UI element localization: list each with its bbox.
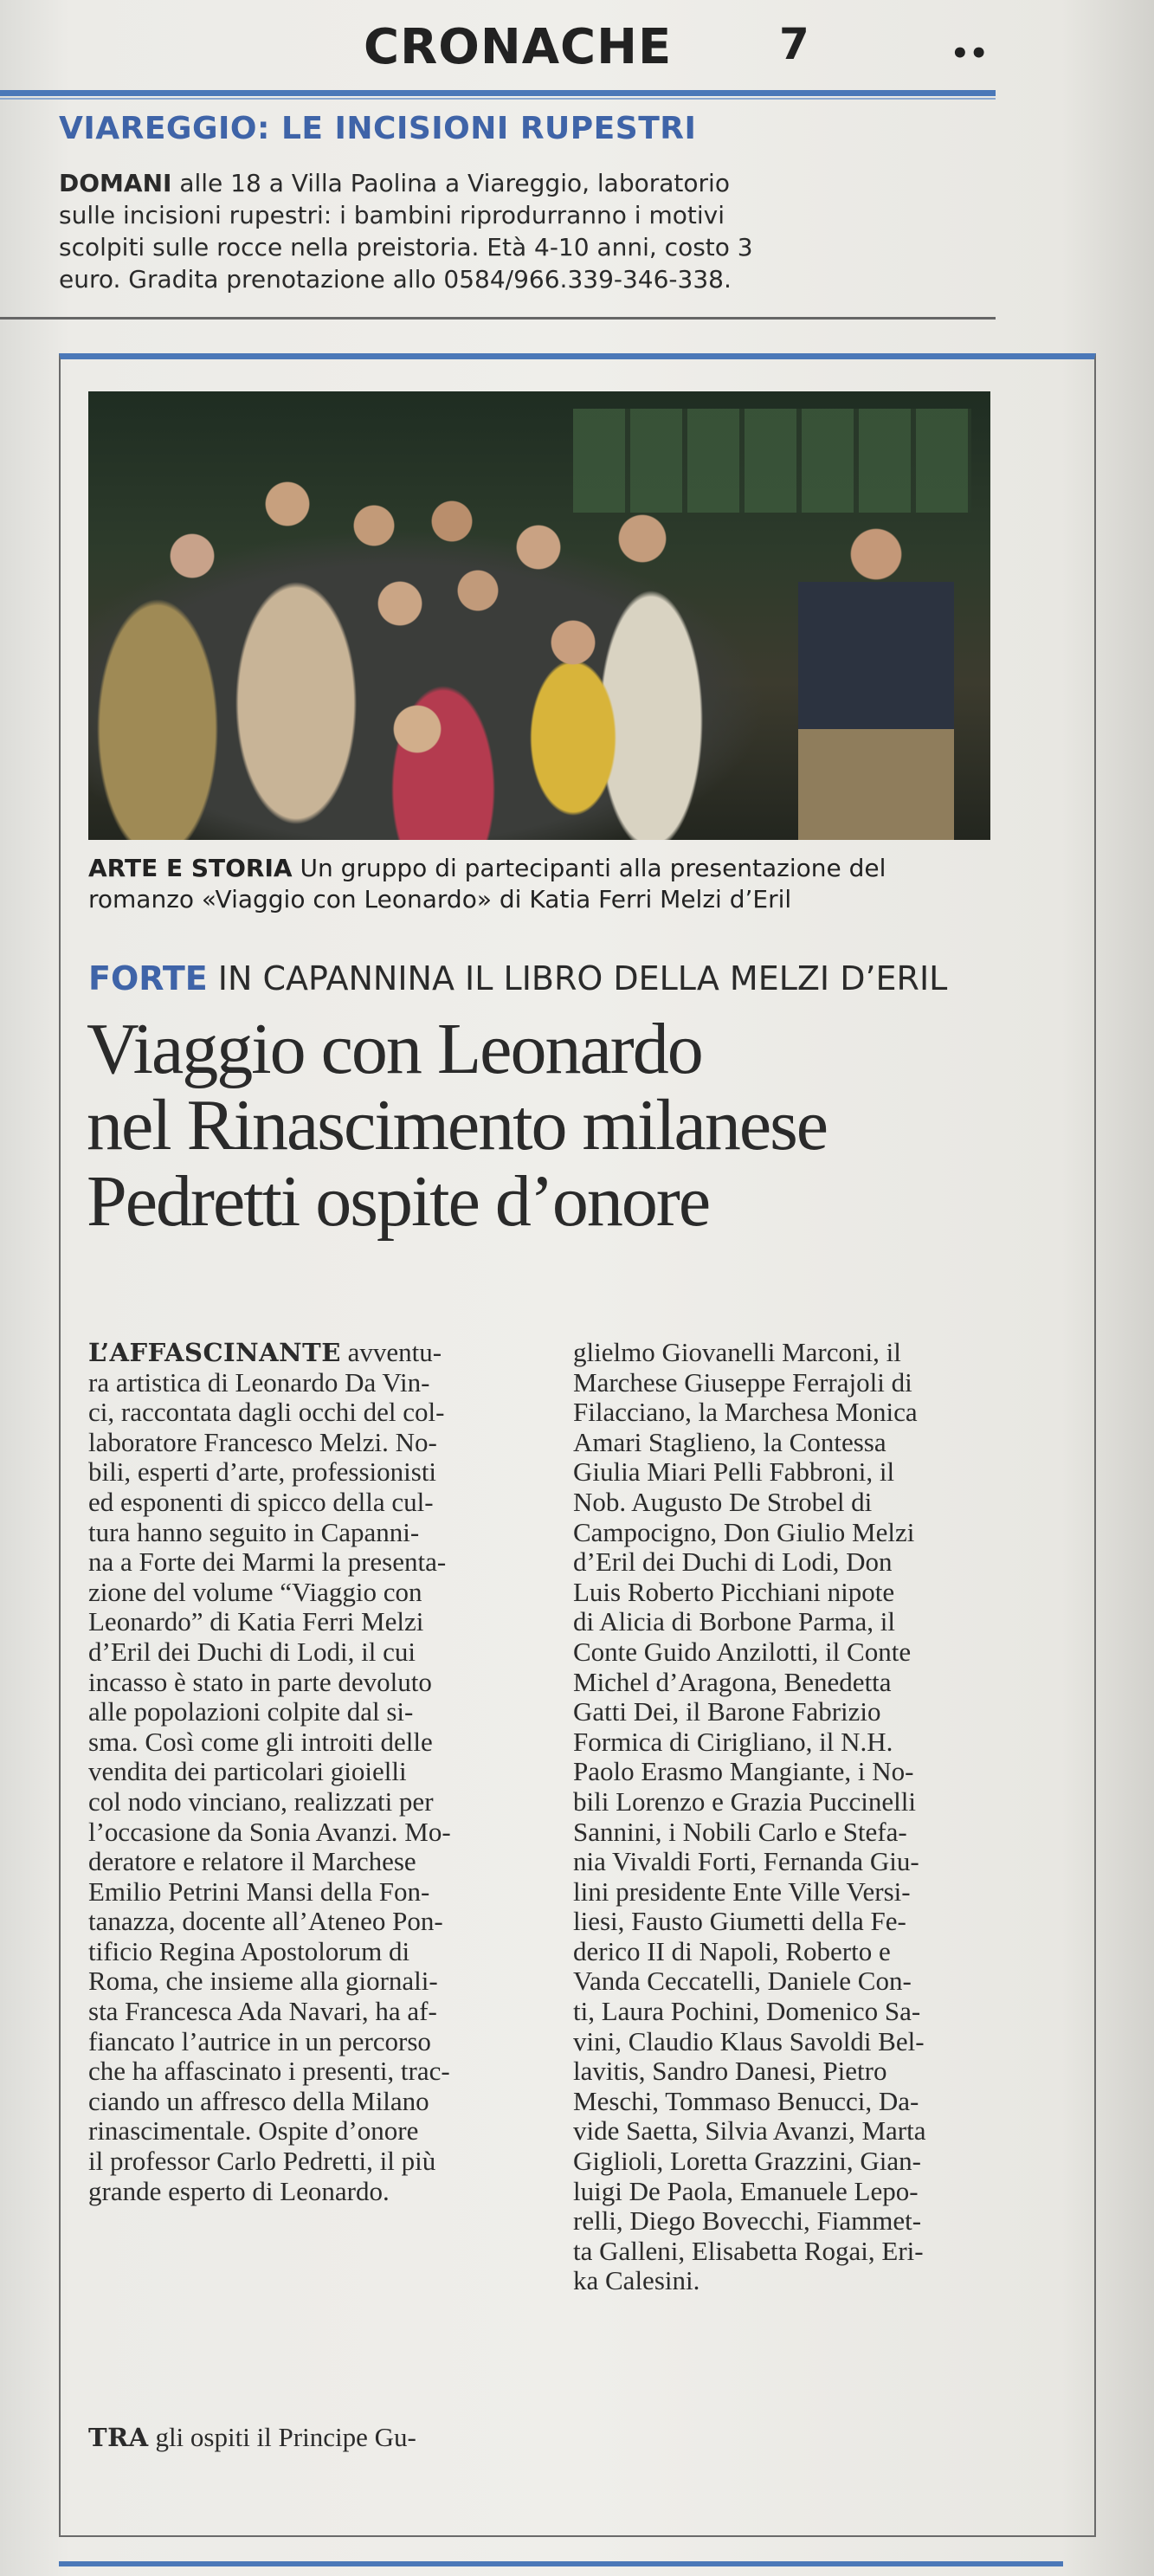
header-rule-thin bbox=[0, 98, 996, 100]
article-column-1-second-paragraph bbox=[88, 2423, 538, 2453]
brief-text: alle 18 a Villa Paolina a Viareggio, laboratorio sulle incisioni rupestri: i bambini riprodurranno i motivi scolpiti sulle rocce nella preistoria. Età 4-10 anni, costo 3 euro. Gradita prenotazione allo 0584/966.339-346-338. bbox=[59, 169, 753, 294]
brief-headline: VIAREGGIO: LE INCISIONI RUPESTRI bbox=[59, 111, 697, 146]
section-title: CRONACHE bbox=[364, 19, 673, 75]
caption-text: Un gruppo di partecipanti alla presentazione del romanzo «Viaggio con Leonardo» di Katia Ferri Melzi d’Eril bbox=[88, 854, 886, 914]
article-kicker bbox=[88, 959, 947, 997]
article-column-1 bbox=[88, 1338, 538, 2206]
column-1-lead: L’AFFASCINANTE bbox=[88, 1338, 341, 1367]
headline-line-2: nel Rinascimento milanese bbox=[87, 1085, 828, 1165]
article-headline bbox=[87, 1011, 1056, 1240]
brief-lead-word: DOMANI bbox=[59, 169, 172, 197]
headline-line-3: Pedretti ospite d’onore bbox=[87, 1161, 710, 1242]
header-rule bbox=[0, 90, 996, 96]
headline-line-1: Viaggio con Leonardo bbox=[87, 1009, 702, 1089]
header-marker: •• bbox=[951, 36, 989, 71]
brief-body bbox=[59, 167, 925, 295]
photo-standing-man bbox=[798, 521, 954, 840]
page-number: 7 bbox=[779, 19, 809, 69]
bottom-rule bbox=[59, 2561, 1063, 2566]
photo-group-of-people bbox=[88, 443, 764, 840]
caption-label: ARTE E STORIA bbox=[88, 854, 293, 882]
kicker-place: FORTE bbox=[88, 959, 208, 997]
column-1-second-text: gli ospiti il Principe Gu- bbox=[148, 2422, 416, 2452]
group-photo bbox=[88, 391, 990, 840]
column-1-text: avventu- ra artistica di Leonardo Da Vin- ci, raccontata dagli occhi del col- laboratore Francesco Melzi. No- bili, esperti d’arte, professionisti ed esponenti di spicco della cul- tura hanno seguito in Capanni- na a Forte dei Marmi la presenta- zione del volume “Viaggio con Leonardo” di Katia Ferri Melzi d’Eril dei Duchi di Lodi, il cui incasso è stato in parte devoluto alle popolazioni colpite dal si- sma. Così come gli introiti delle vendita dei particolari gioielli col nodo vinciano, realizzati per l’occasione da Sonia Avanzi. Mo- deratore e relatore il Marchese Emilio Petrini Mansi della Fon- tanazza, docente all’Ateneo Pon- tificio Regina Apostolorum di Roma, che insieme alla giornali- sta Francesca Ada Navari, ha af- fiancato l’autrice in un percorso che ha affascinato i presenti, trac- ciando un affresco della Milano rinascimentale. Ospite d’onore il professor Carlo Pedretti, il più grande esperto di Leonardo. bbox=[88, 1337, 451, 2206]
brief-divider bbox=[0, 317, 996, 320]
photo-caption bbox=[88, 853, 989, 915]
column-1-second-lead: TRA bbox=[88, 2423, 149, 2452]
kicker-text: IN CAPANNINA IL LIBRO DELLA MELZI D’ERIL bbox=[207, 959, 948, 997]
article-column-2: glielmo Giovanelli Marconi, il Marchese Giuseppe Ferrajoli di Filacciano, la Marchesa Monica Amari Staglieno, la Contessa Giulia Miari Pelli Fabbroni, il Nob. Augusto De Strobel di Campocigno, Don Giulio Melzi d’Eril dei Duchi di Lodi, Don Luis Roberto Picchiani nipote di Alicia di Borbone Parma, il Conte Guido Anzilotti, il Conte Michel d’Aragona, Benedetta Gatti Dei, il Barone Fabrizio Formica di Cirigliano, il N.H. Paolo Erasmo Mangiante, i No- bili Lorenzo e Grazia Puccinelli Sannini, i Nobili Carlo e Stefa- nia Vivaldi Forti, Fernanda Giu- lini presidente Ente Ville Versi- liesi, Fausto Giumetti della Fe- derico II di Napoli, Roberto e Vanda Ceccatelli, Daniele Con- ti, Laura Pochini, Domenico Sa- vini, Claudio Klaus Savoldi Bel- lavitis, Sandro Danesi, Pietro Meschi, Tommaso Benucci, Da- vide Saetta, Silvia Avanzi, Marta Giglioli, Loretta Grazzini, Gian- luigi De Paola, Emanuele Lepo- relli, Diego Bovecchi, Fiammet- ta Galleni, Elisabetta Rogai, Eri- ka Calesini. bbox=[573, 1337, 926, 2296]
